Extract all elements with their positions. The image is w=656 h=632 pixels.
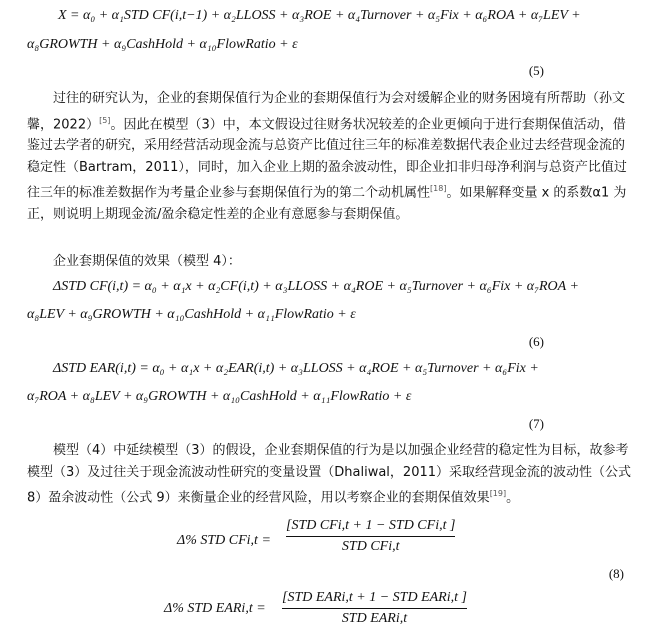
equation-7-line-1: ΔSTD EAR(i,t) = α₀ + α₁x + α₂EAR(i,t) + α₃LLOSS + α₄ROE + α₅Turnover + α₆Fix + (53, 361, 539, 376)
equation-5-line-1: X = α₀ + α₁STD CF(i,t−1) + α₂LLOSS + α₃ROE + α₄Turnover + α₅Fix + α₆ROA + α₇LEV + (58, 8, 581, 23)
citation-5: [5] (99, 115, 111, 125)
equation-6-number: (6) (528, 334, 544, 349)
paragraph-1-text: 过往的研究认为，企业的套期保值行为企业的套期保值行为会对缓解企业的财务困境有所帮助（孙文馨，2022） (27, 91, 626, 132)
equation-8-fraction (286, 518, 455, 555)
equation-9-fraction (282, 590, 467, 627)
equation-5-line-2: α₈GROWTH + α₉CashHold + α₁₀FlowRatio + ε (27, 37, 298, 52)
equation-9-denominator: STD EARi,t (341, 611, 408, 626)
paragraph-1-text-c: 。如果解释变量 x 的系数α1 为正，则说明上期现金流/盈余稳定性差的企业有意愿参与套期保值。 (27, 185, 627, 223)
equation-6-line-2: α₈LEV + α₉GROWTH + α₁₀CashHold + α₁₁FlowRatio + ε (27, 307, 356, 322)
model-4-heading-text: 企业套期保值的效果（模型 4）： (53, 254, 241, 269)
equation-9-numerator: [STD EARi,t + 1 − STD EARi,t ] (282, 590, 467, 605)
equation-8-fraction-bar (286, 536, 455, 537)
paragraph-1-text-b: 。因此在模型（3）中，本文假设过往财务状况较差的企业更倾向于进行套期保值活动，借鉴过去学者的研究，采用经营活动现金流与总资产比值过往三年的标准差数据代表企业过去经营现金流的稳定性（Bartram，2011），同时，加入企业上期的盈余波动性，即企业扣非归母净利润与总资产比值过往三年的标准差数据作为考量企业参与套期保值行为的第二个动机属性 (27, 116, 627, 201)
model-4-heading (27, 251, 637, 273)
citation-18: [18] (430, 184, 447, 194)
equation-8-numerator: [STD CFi,t + 1 − STD CFi,t ] (286, 518, 456, 533)
equation-8-lhs: Δ% STD CFi,t = (177, 533, 271, 548)
equation-6-line-1: ΔSTD CF(i,t) = α₀ + α₁x + α₂CF(i,t) + α₃LLOSS + α₄ROE + α₅Turnover + α₆Fix + α₇ROA + (53, 279, 579, 294)
equation-7-line-2: α₇ROA + α₈LEV + α₉GROWTH + α₁₀CashHold + α₁₁FlowRatio + ε (27, 389, 412, 404)
equation-9-lhs: Δ% STD EARi,t = (164, 601, 266, 616)
paragraph-2 (27, 440, 637, 509)
equation-8-number: (8) (608, 566, 624, 581)
paragraph-2-text: 模型（4）中延续模型（3）的假设，企业套期保值的行为是以加强企业经营的稳定性为目标，故参考模型（3）及过往关于现金流波动性研究的变量设置（Dhaliwal，2011）采取经营现金流的波动性（公式 8）盈余波动性（公式 9）来衡量企业的经营风险，用以考察企业的套期保值效果 (27, 443, 632, 506)
equation-7-number: (7) (528, 416, 544, 431)
equation-8-denominator: STD CFi,t (341, 539, 400, 554)
equation-9-fraction-bar (282, 608, 467, 609)
paragraph-2-end: 。 (506, 490, 520, 506)
citation-19: [19] (489, 489, 507, 498)
paragraph-1 (27, 88, 637, 226)
equation-5-number: (5) (528, 63, 544, 78)
